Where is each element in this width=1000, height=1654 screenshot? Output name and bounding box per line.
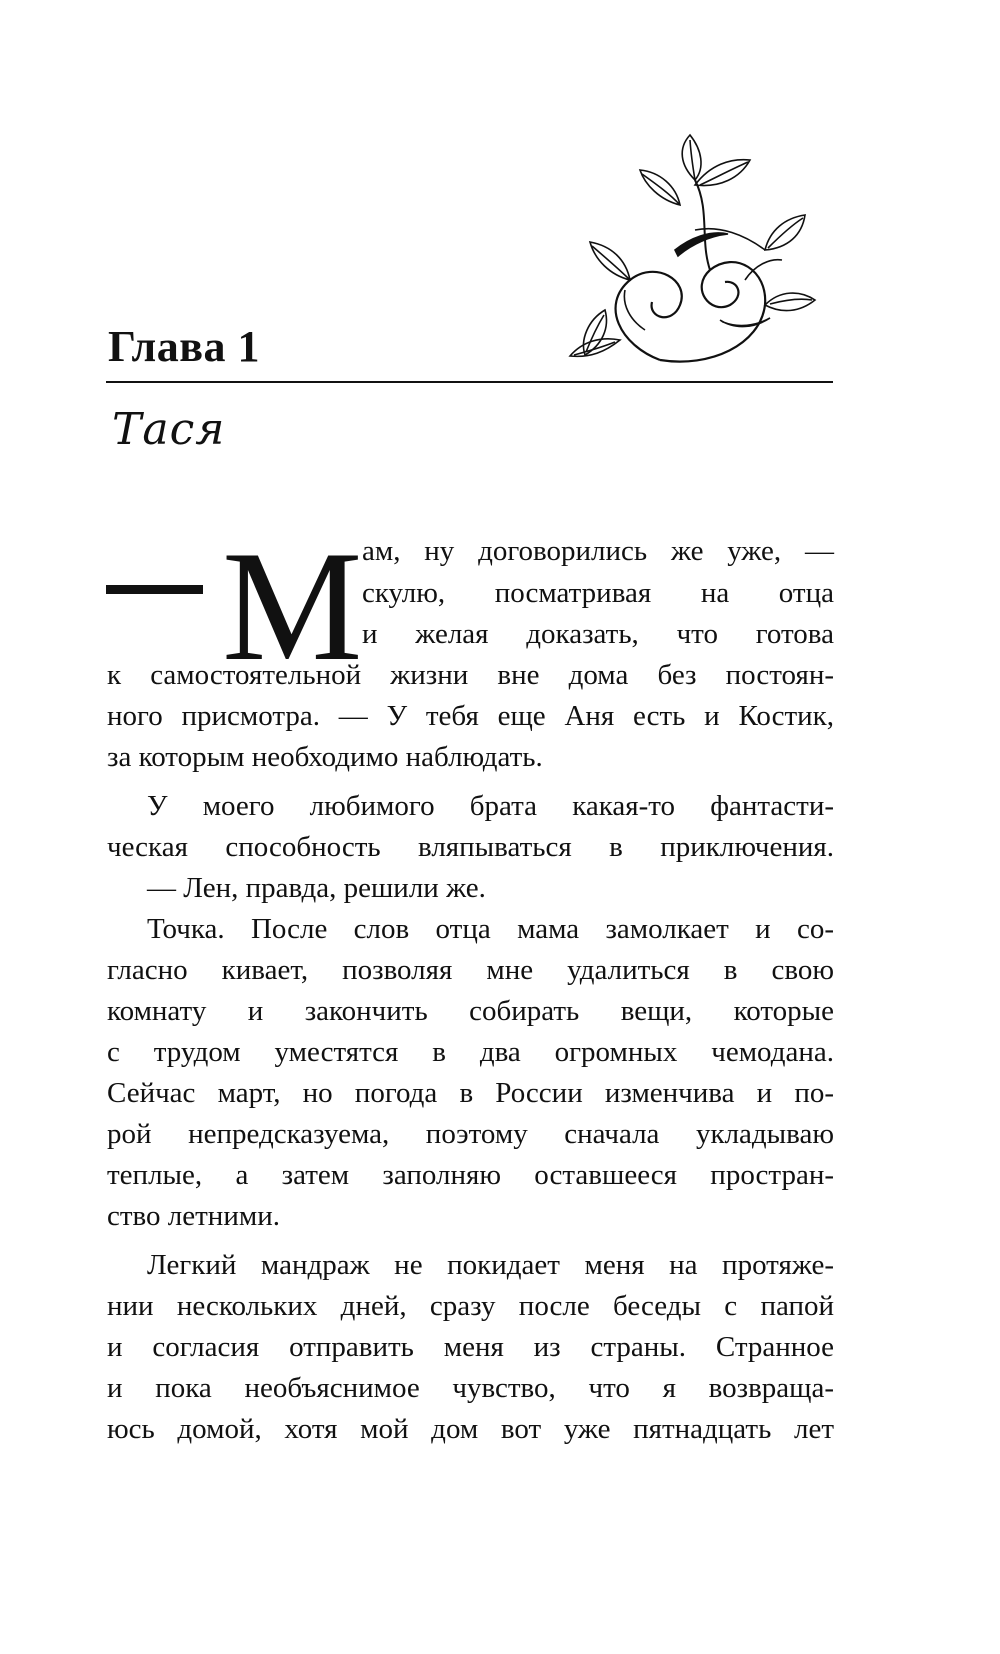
text-line: нии нескольких дней, сразу после беседы с папой [107,1290,834,1322]
text-line: Точка. После слов отца мама замолкает и со- [147,913,834,945]
text-line: юсь домой, хотя мой дом вот уже пятнадцать лет [107,1413,834,1445]
chapter-subtitle: Тася [112,404,226,455]
text-line: к самостоятельной жизни вне дома без постоян- [107,659,834,691]
text-line: за которым необходимо наблюдать. [107,741,543,773]
floral-vine-ornament-icon [560,130,820,390]
drop-dash [106,585,203,594]
text-line: гласно кивает, позволяя мне удалиться в свою [107,954,834,986]
text-line: ам, ну договорились же уже, — [362,535,834,567]
text-line: ство летними. [107,1200,280,1232]
drop-cap-letter: М [222,519,361,694]
text-line: — Лен, правда, решили же. [147,872,486,904]
text-line: У моего любимого брата какая-то фантасти- [147,790,834,822]
text-line: рой непредсказуема, поэтому сначала укладываю [107,1118,834,1150]
text-line: Легкий мандраж не покидает меня на протяже- [147,1249,834,1281]
chapter-title: Глава 1 [108,322,260,371]
chapter-rule [106,381,833,383]
text-line: комнату и закончить собирать вещи, которые [107,995,834,1027]
text-line: с трудом уместятся в два огромных чемодана. [107,1036,834,1068]
text-line: и согласия отправить меня из страны. Странное [107,1331,834,1363]
text-line: и желая доказать, что готова [362,618,834,650]
text-line: Сейчас март, но погода в России изменчива и по- [107,1077,834,1109]
text-line: ческая способность вляпываться в приключения. [107,831,834,863]
text-line: скулю, посматривая на отца [362,577,834,609]
text-line: ного присмотра. — У тебя еще Аня есть и Костик, [107,700,834,732]
text-line: и пока необъяснимое чувство, что я возвраща- [107,1372,834,1404]
text-line: теплые, а затем заполняю оставшееся простран- [107,1159,834,1191]
